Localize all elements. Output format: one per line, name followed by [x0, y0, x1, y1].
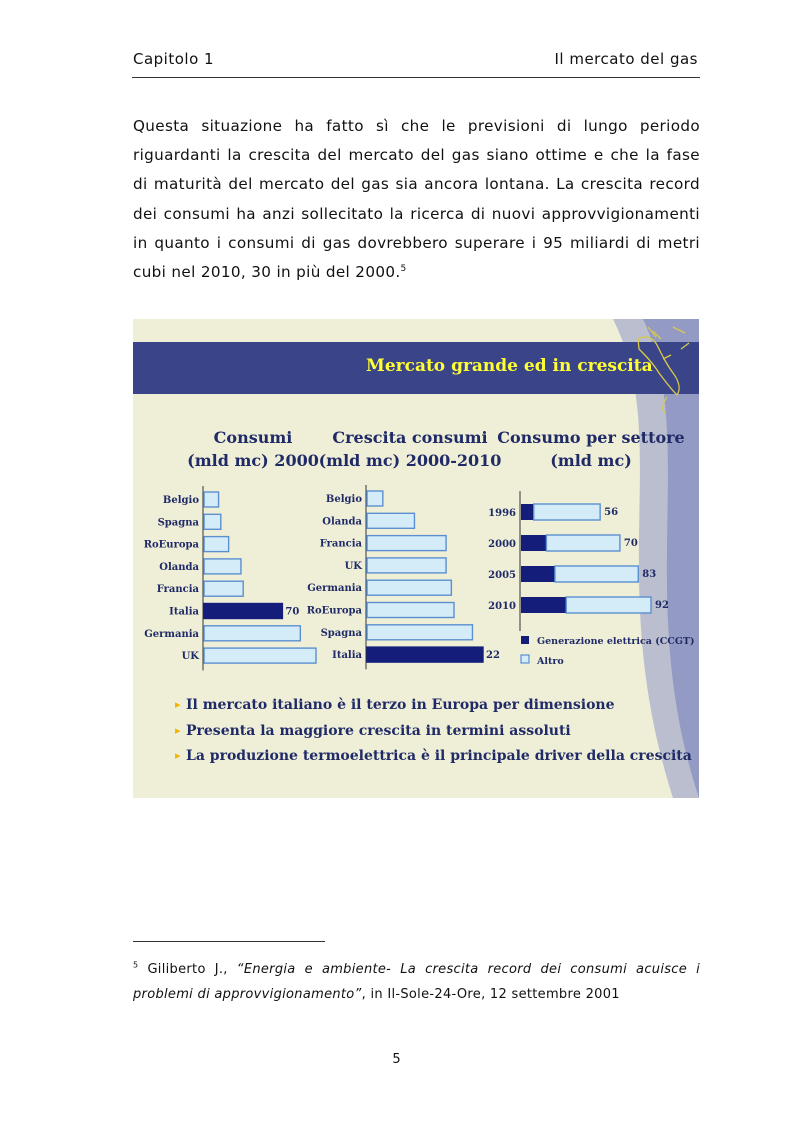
bar: [367, 536, 446, 551]
slide-title: Mercato grande ed in crescita: [366, 356, 653, 376]
bar: [367, 513, 414, 528]
category-label: RoEuropa: [306, 605, 362, 617]
bar: [204, 537, 229, 552]
bar-altro: [534, 504, 600, 520]
legend-label: Generazione elettrica (CCGT): [537, 636, 695, 647]
bar: [367, 603, 454, 618]
category-label: 2005: [488, 570, 516, 581]
category-label: Italia: [332, 650, 362, 662]
category-label: 2000: [488, 539, 516, 550]
footnote-rule: [133, 941, 325, 942]
data-label: 22: [486, 650, 500, 662]
bar: [367, 580, 451, 595]
bar: [204, 604, 282, 619]
legend-label: Altro: [537, 656, 564, 667]
bar-ccgt: [521, 597, 566, 613]
category-label: Spagna: [157, 517, 199, 529]
running-header-chapter: Capitolo 1: [133, 50, 215, 68]
paragraph-text: Questa situazione ha fatto sì che le previsioni di lungo periodo riguardanti la crescita del mercato del gas siano ottime e che la fase di maturità del mercato del gas sia ancora lontana. La crescita record dei consumi ha anzi sollecitato la ricerca di nuovi approvvigionamenti in quanto i consumi di gas dovrebbero superare i 95 miliardi di metri cubi nel 2010, 30 in più del 2000.: [133, 117, 700, 282]
category-label: 2010: [488, 601, 516, 612]
data-label: 56: [604, 507, 619, 518]
data-label: 70: [623, 538, 638, 549]
bullet-marker: ▸: [175, 749, 181, 762]
slide-figure: [133, 319, 699, 798]
chart-title-line: (mld mc) 2000-2010: [318, 451, 502, 470]
legend-swatch-altro: [521, 655, 529, 663]
bullet-1: Il mercato italiano è il terzo in Europa per dimensione: [186, 697, 615, 713]
footnote-author: Giliberto J.,: [147, 962, 237, 977]
category-label: RoEuropa: [143, 539, 199, 551]
bullet-3: La produzione termoelettrica è il principale driver della crescita: [186, 748, 692, 764]
bar-altro: [555, 566, 638, 582]
category-label: Germania: [144, 628, 199, 640]
legend-swatch-ccgt: [521, 636, 529, 644]
slide-canvas: [133, 319, 699, 798]
running-header-section: Il mercato del gas: [554, 50, 698, 68]
bar-ccgt: [521, 504, 534, 520]
bar-ccgt: [521, 535, 546, 551]
category-label: 1996: [488, 508, 516, 519]
bar: [204, 559, 241, 574]
category-label: Olanda: [159, 561, 199, 573]
footnote-source: , in Il-Sole-24-Ore, 12 settembre 2001: [361, 987, 620, 1002]
category-label: Olanda: [322, 516, 362, 528]
bar: [367, 625, 472, 640]
bar: [367, 647, 483, 662]
bar: [204, 626, 300, 641]
bar: [367, 491, 383, 506]
footnote-title: “Energia e ambiente- La crescita record dei consumi acuisce i problemi di approvvigionamento”: [133, 962, 701, 1002]
chart-crescita-consumi: [307, 428, 502, 669]
header-rule: [132, 77, 700, 78]
chart-title-line: (mld mc): [550, 451, 632, 470]
footnote-reference: 5: [400, 263, 407, 274]
category-label: Francia: [156, 584, 199, 596]
category-label: Belgio: [162, 495, 199, 506]
body-paragraph: [133, 112, 700, 287]
footnote-number: 5: [133, 960, 139, 970]
category-label: Italia: [169, 606, 199, 618]
bar-altro: [546, 535, 619, 551]
chart-title-line: Consumo per settore: [497, 428, 685, 447]
bullet-list: [175, 697, 692, 764]
category-label: UK: [344, 560, 362, 572]
bar: [367, 558, 446, 573]
bar: [204, 581, 243, 596]
category-label: Belgio: [325, 494, 362, 505]
bullet-marker: ▸: [175, 724, 181, 737]
bar-altro: [566, 597, 651, 613]
bar: [204, 648, 316, 663]
chart-title-line: Crescita consumi: [332, 428, 488, 447]
category-label: Francia: [319, 538, 362, 550]
category-label: Spagna: [320, 627, 362, 639]
bullet-marker: ▸: [175, 698, 181, 711]
data-label: 92: [655, 600, 669, 611]
bar-ccgt: [521, 566, 555, 582]
bar: [204, 514, 221, 529]
data-label: 70: [285, 606, 300, 618]
chart-title-line: Consumi: [213, 428, 293, 447]
bullet-2: Presenta la maggiore crescita in termini assoluti: [186, 723, 571, 739]
category-label: Germania: [307, 583, 362, 595]
data-label: 83: [642, 569, 657, 580]
category-label: UK: [181, 651, 199, 663]
chart-consumi-2000: [144, 428, 319, 670]
chart-title-line: (mld mc) 2000: [187, 451, 319, 470]
bar: [204, 492, 219, 507]
footnote: [133, 957, 700, 1007]
page-number: 5: [392, 1052, 401, 1067]
